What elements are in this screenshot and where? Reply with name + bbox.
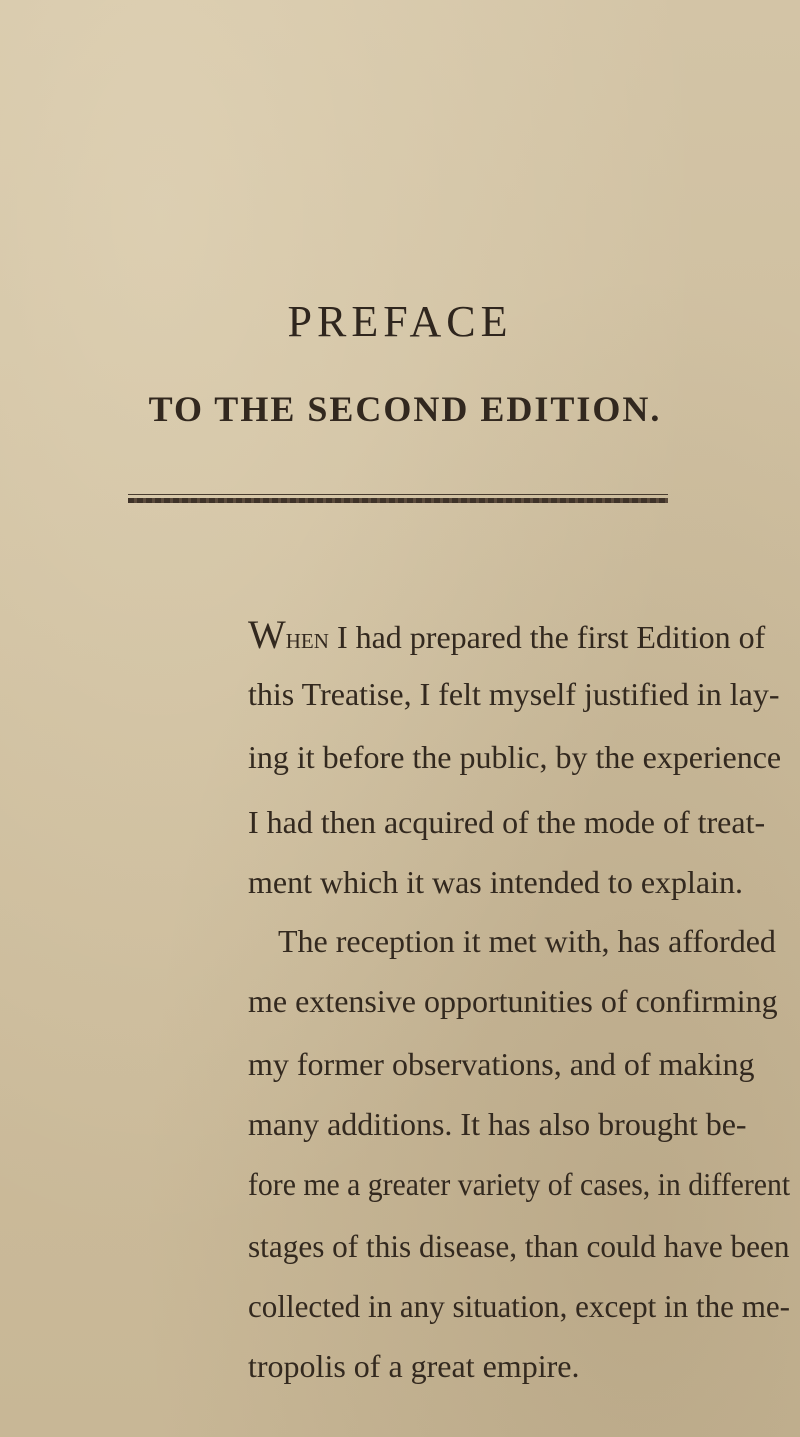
text-line bbox=[248, 612, 766, 657]
page-title: PREFACE bbox=[287, 297, 513, 346]
text-line: this Treatise, I felt myself justified in lay- bbox=[248, 676, 780, 712]
text-line: collected in any situation, except in the me- bbox=[248, 1288, 791, 1324]
page-subtitle: TO THE SECOND EDITION. bbox=[148, 389, 662, 429]
text-line: I had then acquired of the mode of treat- bbox=[248, 804, 766, 840]
ornamental-rule bbox=[128, 494, 668, 506]
rule-thin-line bbox=[128, 494, 668, 495]
text-line: tropolis of a great empire. bbox=[248, 1348, 580, 1384]
text-line: me extensive opportunities of confirming bbox=[248, 983, 778, 1019]
line-rest: I had prepared the first Edition of bbox=[328, 619, 766, 655]
text-line: ment which it was intended to explain. bbox=[248, 864, 743, 900]
first-letter: W bbox=[248, 612, 286, 657]
text-line: stages of this disease, than could have been bbox=[248, 1228, 790, 1264]
text-line: The reception it met with, has afforded bbox=[278, 923, 776, 959]
text-line: my former observations, and of making bbox=[248, 1046, 755, 1082]
text-line: many additions. It has also brought be- bbox=[248, 1106, 747, 1142]
text-line: ing it before the public, by the experience bbox=[248, 739, 782, 775]
text-line: fore me a greater variety of cases, in different bbox=[248, 1166, 791, 1202]
rule-thick-line bbox=[128, 498, 668, 503]
first-word-rest: hen bbox=[285, 622, 329, 655]
